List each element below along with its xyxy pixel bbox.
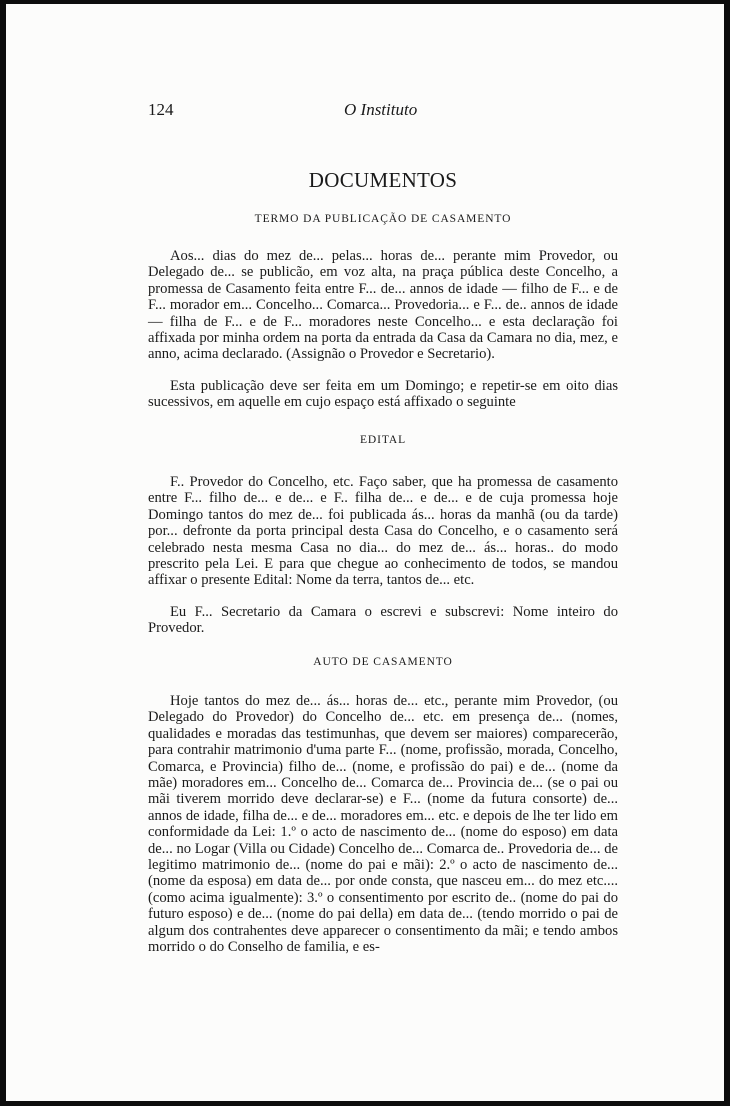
edital-heading: EDITAL <box>360 434 406 446</box>
edital-paragraph-2: Eu F... Secretario da Camara o escrevi e subscrevi: Nome inteiro do Provedor. <box>148 604 618 637</box>
termo-paragraph-2: Esta publicação deve ser feita em um Domingo; e repetir-se em oito dias sucessivos, em aquelle em cujo espaço está affixado o seguinte <box>148 378 618 411</box>
termo-heading: TERMO DA PUBLICAÇÃO DE CASAMENTO <box>254 213 512 225</box>
auto-heading: AUTO DE CASAMENTO <box>313 656 453 668</box>
page-number: 124 <box>148 100 174 119</box>
journal-title: O Instituto <box>344 100 418 119</box>
termo-paragraph-1: Aos... dias do mez de... pelas... horas de... perante mim Provedor, ou Delegado de... se publicão, em voz alta, na praça pública deste Concelho, a promessa de Casamento feita entre F... de... annos de idade — filho de F... e de F... morador em... Concelho... Comarca... Provedoria... e F... de.. annos de idade — filha de F... e de F... moradores neste Concelho... e esta declaração foi affixada por minha ordem na porta da entrada da Casa da Camara no dia, mez, e anno, acima declarado. (Assignão o Provedor e Secretario). <box>148 248 618 363</box>
running-head <box>148 100 618 122</box>
edital-paragraph-1: F.. Provedor do Concelho, etc. Faço saber, que ha promessa de casamento entre F... filho de... e de... e F.. filha de... e de... e de cuja promessa hoje Domingo tantos do mez de... foi publicada ás... horas da manhã (ou da tarde) por... defronte da porta principal desta Casa do Concelho, e o casamento será celebrado nesta mesma Casa no dia... do mez de... ás... horas.. do modo prescrito pela Lei. E para que chegue ao conhecimento de todos, se mandou affixar o presente Edital: Nome da terra, tantos de... etc. <box>148 474 618 589</box>
section-title: DOCUMENTOS <box>308 168 458 192</box>
auto-paragraph-1: Hoje tantos do mez de... ás... horas de... etc., perante mim Provedor, (ou Delegado do Provedor) do Concelho de... etc. em presença de... (nomes, qualidades e moradas das testimunhas, que devem ser maiores) comparecerão, para contrahir matrimonio d'uma parte F... (nome, profissão, morada, Concelho, Comarca, e Provincia) filho de... (nome, e profissão do pai) e de... (nome da mãe) moradores em... Concelho de... Comarca de... Provincia de... (se o pai ou mãi tiverem morrido deve declarar-se) e F... (nome da futura consorte) de... annos de idade, filha de... e de... moradores em... etc. e depois de lhe ter lido em conformidade da Lei: 1.º o acto de nascimento de... (nome do esposo) em data de... no Logar (Villa ou Cidade) Concelho de... Comarca de.. Provedoria de... de legitimo matrimonio de... (nome do pai e mãi): 2.º o acto de nascimento de... (nome da esposa) em data de... por onde consta, que nasceu em... do mez etc.... (como acima igualmente): 3.º o consentimento por escrito de.. (nome do pai do futuro esposo) e de... (nome do pai della) em data de... (tendo morrido o pai de algum dos contrahentes deve apparecer o consentimento da mãi; e tendo ambos morrido o do Conselho de familia, e es- <box>148 693 618 956</box>
